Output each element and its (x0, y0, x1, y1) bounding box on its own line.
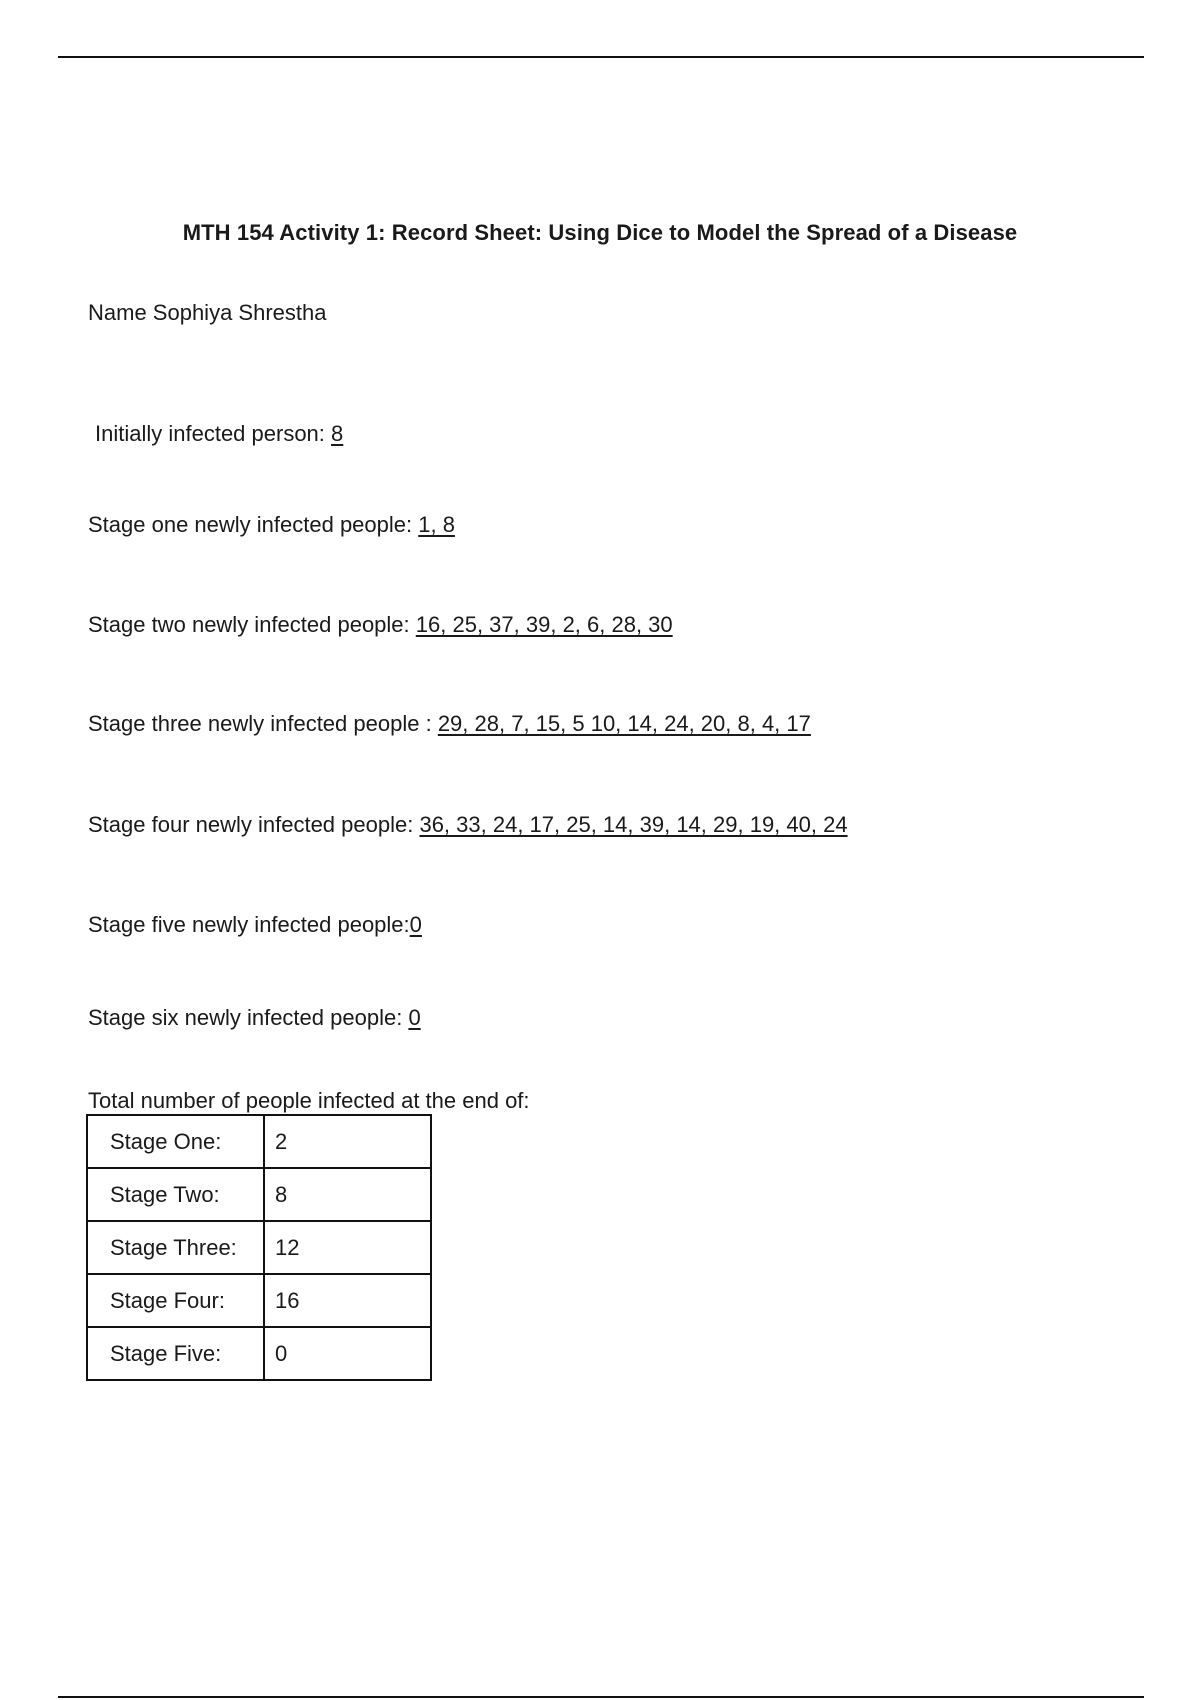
initial-infected-line (95, 421, 343, 447)
stage-one-value: 1, 8 (418, 512, 455, 537)
stage-six-label: Stage six newly infected people: (88, 1005, 403, 1030)
table-cell-value: 12 (264, 1221, 431, 1274)
stage-one-label: Stage one newly infected people: (88, 512, 413, 537)
stage-two-label: Stage two newly infected people: (88, 612, 410, 637)
stage-four-label: Stage four newly infected people: (88, 812, 414, 837)
stage-one-line (88, 512, 455, 538)
initial-infected-label: Initially infected person: (95, 421, 325, 446)
document-title: MTH 154 Activity 1: Record Sheet: Using Dice to Model the Spread of a Disease (182, 220, 1018, 245)
stage-six-value: 0 (408, 1005, 421, 1030)
initial-infected-value: 8 (331, 421, 344, 446)
stage-five-value: 0 (409, 912, 422, 937)
stage-two-line (88, 612, 673, 638)
table-cell-value: 8 (264, 1168, 431, 1221)
table-cell-label: Stage One: (87, 1115, 264, 1168)
stage-two-value: 16, 25, 37, 39, 2, 6, 28, 30 (415, 612, 673, 637)
table-cell-value: 16 (264, 1274, 431, 1327)
stage-four-value: 36, 33, 24, 17, 25, 14, 39, 14, 29, 19, 40, 24 (419, 812, 848, 837)
totals-table (86, 1114, 432, 1381)
stage-three-label: Stage three newly infected people : (88, 711, 432, 736)
table-row (87, 1115, 431, 1168)
top-rule (58, 56, 1144, 58)
stage-six-line (88, 1005, 421, 1031)
table-cell-value: 2 (264, 1115, 431, 1168)
table-cell-label: Stage Two: (87, 1168, 264, 1221)
table-cell-label: Stage Four: (87, 1274, 264, 1327)
bottom-rule (58, 1696, 1144, 1698)
stage-four-line (88, 812, 848, 838)
table-row (87, 1221, 431, 1274)
table-row (87, 1274, 431, 1327)
table-row (87, 1327, 431, 1380)
totals-heading: Total number of people infected at the end of: (88, 1088, 530, 1113)
table-row (87, 1168, 431, 1221)
table-cell-label: Stage Three: (87, 1221, 264, 1274)
stage-three-line (88, 711, 811, 737)
student-name: Name Sophiya Shrestha (88, 300, 327, 325)
stage-five-label: Stage five newly infected people: (88, 912, 410, 937)
table-cell-value: 0 (264, 1327, 431, 1380)
table-cell-label: Stage Five: (87, 1327, 264, 1380)
stage-five-line (88, 912, 422, 938)
stage-three-value: 29, 28, 7, 15, 5 10, 14, 24, 20, 8, 4, 17 (437, 711, 811, 736)
